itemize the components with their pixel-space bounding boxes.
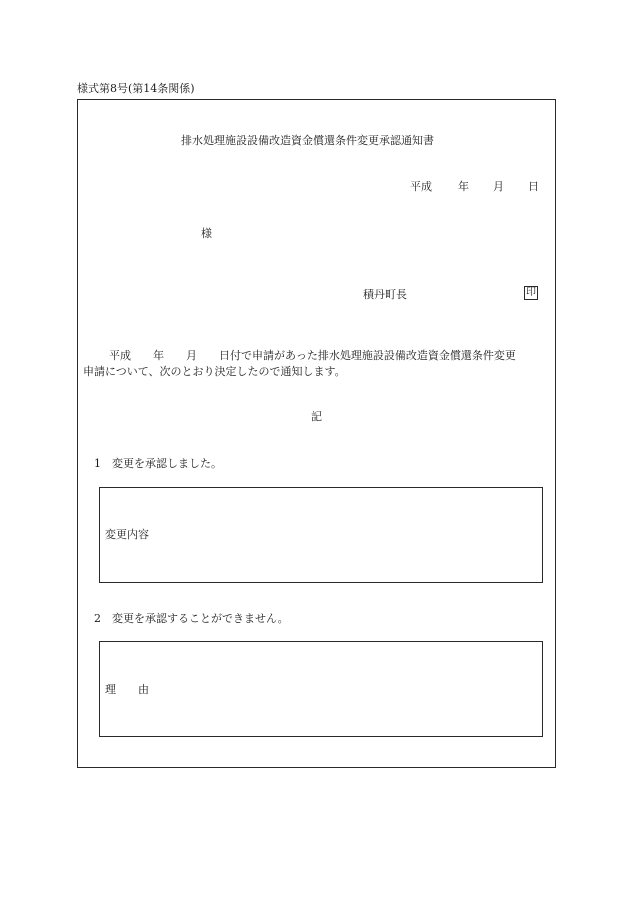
date-era: 平成 (410, 180, 432, 193)
date-month-unit: 月 (493, 180, 504, 193)
section-1-heading: 1 変更を承認しました。 (94, 457, 222, 470)
addressee-suffix: 様 (201, 227, 212, 240)
document-title: 排水処理施設設備改造資金償還条件変更承認通知書 (181, 134, 434, 147)
notice-body (83, 348, 553, 380)
date-day-unit: 日 (528, 180, 539, 193)
reason-box (99, 641, 543, 737)
notice-body-line-1: 平成 年 月 日付で申請があった排水処理施設設備改造資金償還条件変更 (109, 349, 516, 362)
section-2-heading: 2 変更を承認することができません。 (94, 612, 289, 625)
seal-mark: 印 (526, 287, 536, 298)
issuer-name: 積丹町長 (363, 288, 407, 301)
form-number-label: 様式第8号(第14条関係) (77, 82, 195, 95)
change-content-label: 変更内容 (105, 528, 149, 541)
notice-body-line-2: 申請について、次のとおり決定したので通知します。 (83, 365, 346, 378)
ki-heading: 記 (311, 410, 322, 423)
change-content-box (99, 487, 543, 583)
date-year-unit: 年 (458, 180, 469, 193)
reason-label: 理 由 (105, 683, 149, 696)
